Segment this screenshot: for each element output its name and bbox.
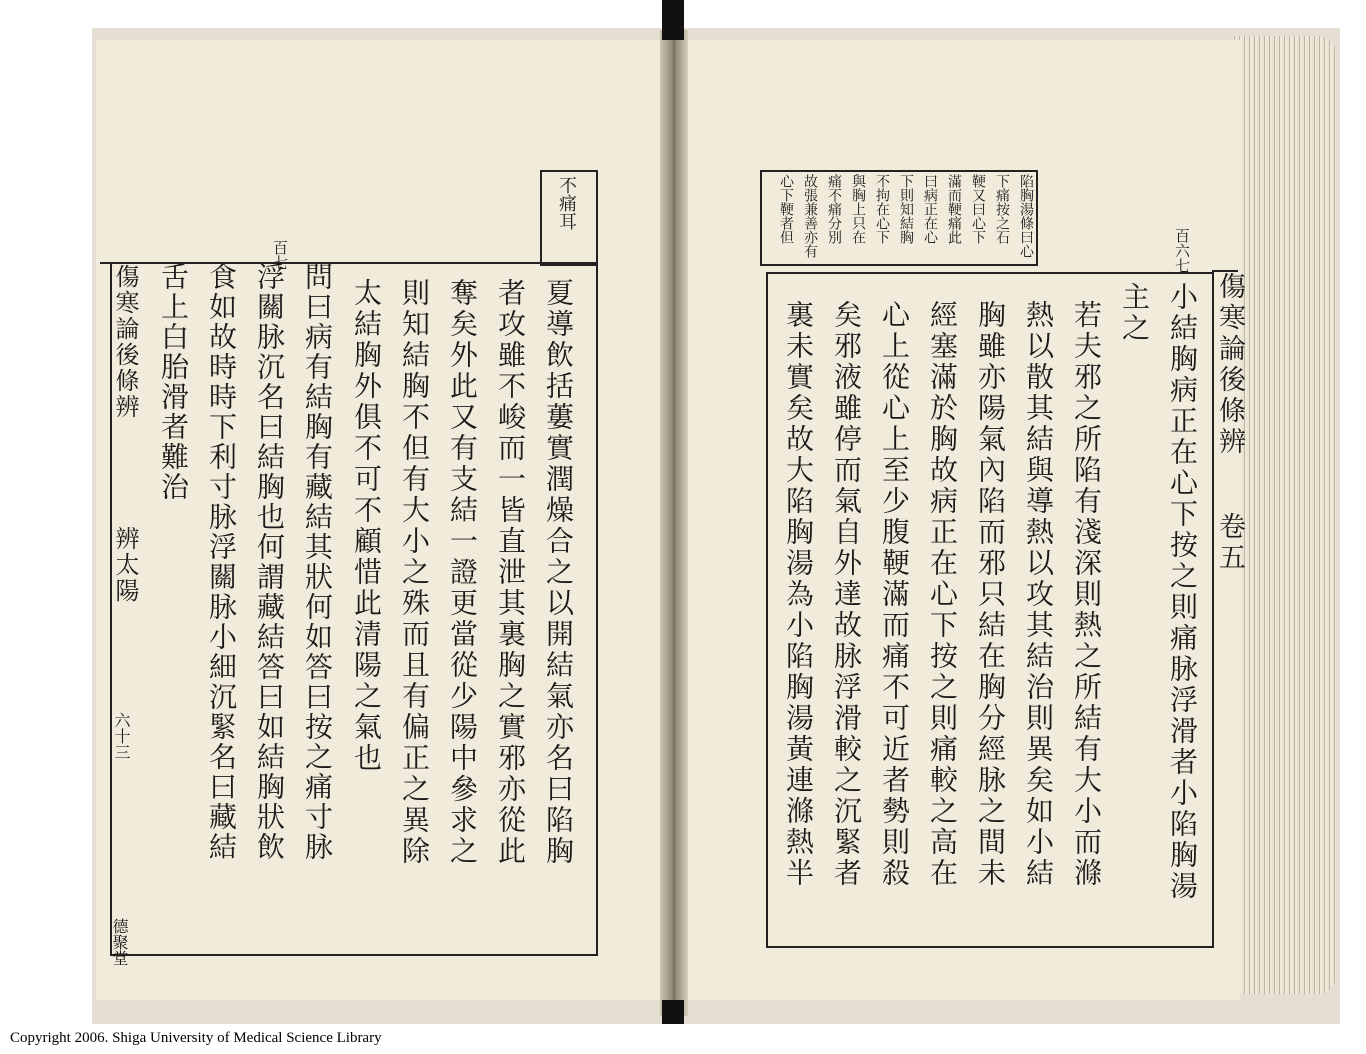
text-column: 太結胸外俱不可不顧惜此清陽之氣也 (350, 278, 383, 774)
text-column: 若夫邪之所陷有淺深則熱之所結有大小而滌 (1070, 300, 1103, 889)
text-column: 小結胸病正在心下按之則痛脉浮滑者小陷胸湯 (1166, 282, 1199, 902)
annotation-column: 故張兼善亦有 (802, 174, 818, 258)
text-column: 舌上白胎滑者難治 (157, 262, 190, 502)
copyright-footer (0, 1024, 1366, 1054)
right-page-volume: 卷五 (1214, 512, 1245, 574)
copyright-text: Copyright 2006. Shiga University of Medical Science Library (10, 1030, 382, 1046)
text-column: 經塞滿於胸故病正在心下按之則痛較之高在 (926, 300, 959, 889)
left-page-folio: 六十三 (112, 712, 131, 760)
text-column: 食如故時時下利寸脉浮關脉小細沉緊名曰藏結 (205, 262, 238, 862)
book-gutter (660, 30, 688, 1016)
publisher-mark: 德聚堂 (110, 918, 129, 966)
annotation-column: 心下鞕者但 (778, 174, 794, 244)
text-column: 心上從心上至少腹鞕滿而痛不可近者勢則殺 (878, 300, 911, 889)
left-section-number: 百七 (271, 240, 289, 270)
text-column: 夏導飲括蔞實潤燥合之以開結氣亦名曰陷胸 (542, 278, 575, 867)
annotation-column: 陷胸湯條曰心 (1018, 174, 1034, 258)
binding-mark-top (662, 0, 684, 40)
right-page-header: 傷寒論後條辨 (1214, 272, 1245, 458)
annotation-column: 下痛按之石 (994, 174, 1010, 244)
text-column: 則知結胸不但有大小之殊而且有偏正之異除 (398, 278, 431, 867)
right-section-number: 百六七 (1173, 228, 1191, 273)
annotation-column: 下則知結胸 (898, 174, 914, 244)
annotation-column: 與胸上只在 (850, 174, 866, 244)
text-column: 熱以散其結與導熱以攻其結治則異矣如小結 (1022, 300, 1055, 889)
left-page-header: 傷寒論後條辨 (111, 264, 139, 420)
text-column: 矣邪液雖停而氣自外達故脉浮滑較之沉緊者 (830, 300, 863, 889)
annotation-column: 曰病正在心 (922, 174, 938, 244)
text-column: 胸雖亦陽氣內陷而邪只結在胸分經脉之間未 (974, 300, 1007, 889)
text-column: 者攻雖不峻而一皆直泄其裏胸之實邪亦從此 (494, 278, 527, 867)
text-column: 問曰病有結胸有藏結其狀何如答曰按之痛寸脉 (301, 262, 334, 862)
text-column: 奪矣外此又有支結一證更當從少陽中參求之 (446, 278, 479, 867)
annotation-column: 滿而鞕痛此 (946, 174, 962, 244)
annotation-column: 鞕又曰心下 (970, 174, 986, 244)
binding-mark-bottom (662, 1000, 684, 1024)
left-page-chapter: 辨太陽 (111, 526, 139, 604)
text-column: 浮關脉沉名曰結胸也何謂藏結答曰如結胸狀飲 (253, 262, 286, 862)
annotation-column: 痛不痛分別 (826, 174, 842, 244)
text-column: 主之 (1118, 282, 1151, 344)
annotation-column: 不拘在心下 (874, 174, 890, 244)
side-label: 不痛耳 (556, 176, 577, 230)
text-column: 裏未實矣故大陷胸湯為小陷胸湯黃連滌熱半 (782, 300, 815, 889)
